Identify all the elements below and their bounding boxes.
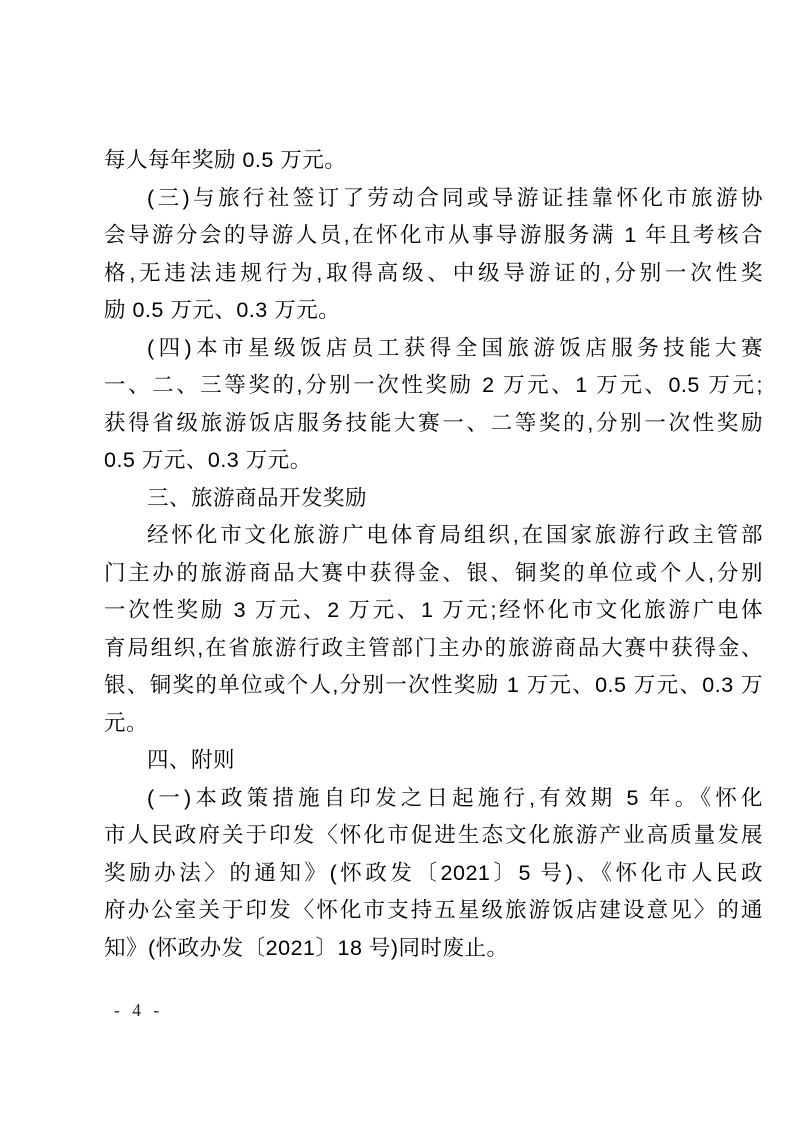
text-line: (一)本政策措施自印发之日起施行,有效期 5 年。《怀化 — [147, 785, 763, 810]
text-line: (四)本市星级饭店员工获得全国旅游饭店服务技能大赛 — [147, 335, 763, 360]
text-line: 每人每年奖励 0.5 万元。 — [104, 148, 347, 172]
text-line: (三)与旅行社签订了劳动合同或导游证挂靠怀化市旅游协 — [147, 185, 763, 210]
text-line: 四、附则 — [147, 748, 236, 772]
text-line: 励 0.5 万元、0.3 万元。 — [104, 298, 341, 322]
text-line: 一、二、三等奖的,分别一次性奖励 2 万元、1 万元、0.5 万元; — [104, 373, 763, 397]
text-line: 一次性奖励 3 万元、2 万元、1 万元;经怀化市文化旅游广电体 — [104, 598, 763, 622]
text-line: 0.5 万元、0.3 万元。 — [104, 448, 312, 472]
text-line: 育局组织,在省旅游行政主管部门主办的旅游商品大赛中获得金、 — [104, 635, 763, 660]
text-line: 奖励办法〉的通知》(怀政发〔2021〕5 号)、《怀化市人民政 — [104, 860, 763, 885]
text-line: 三、旅游商品开发奖励 — [147, 485, 368, 510]
text-line: 获得省级旅游饭店服务技能大赛一、二等奖的,分别一次性奖励 — [104, 410, 763, 435]
text-line: 府办公室关于印发〈怀化市支持五星级旅游饭店建设意见〉的通 — [104, 898, 763, 922]
text-line: 会导游分会的导游人员,在怀化市从事导游服务满 1 年且考核合 — [104, 223, 763, 247]
text-line: 知》(怀政办发〔2021〕18 号)同时废止。 — [104, 935, 509, 960]
text-line: 银、铜奖的单位或个人,分别一次性奖励 1 万元、0.5 万元、0.3 万 — [104, 673, 763, 697]
page-number: - 4 - — [114, 1000, 164, 1020]
text-line: 门主办的旅游商品大赛中获得金、银、铜奖的单位或个人,分别 — [104, 560, 763, 585]
text-line: 经怀化市文化旅游广电体育局组织,在国家旅游行政主管部 — [147, 523, 763, 547]
text-line: 元。 — [104, 710, 149, 735]
document-body — [104, 142, 763, 967]
text-line: 市人民政府关于印发〈怀化市促进生态文化旅游产业高质量发展 — [104, 823, 763, 847]
text-line: 格,无违法违规行为,取得高级、中级导游证的,分别一次性奖 — [104, 260, 763, 285]
